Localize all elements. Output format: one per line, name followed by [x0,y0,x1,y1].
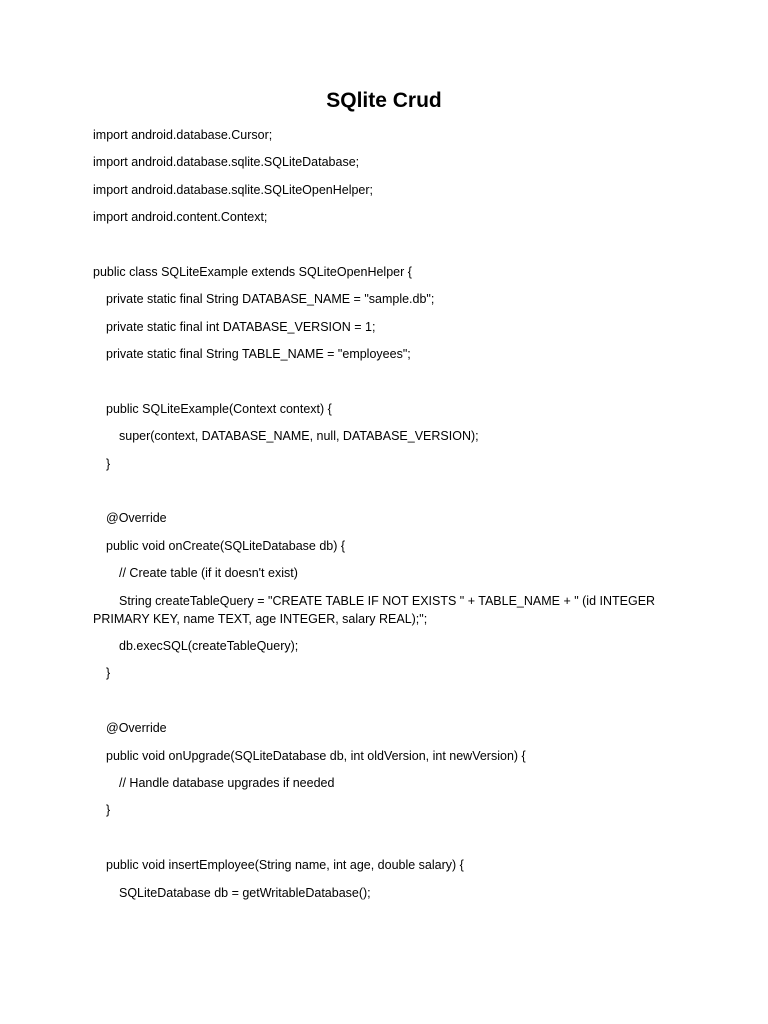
blank-line [93,236,653,263]
code-line: super(context, DATABASE_NAME, null, DATABASE_VERSION); [119,429,479,444]
code-line: public void onUpgrade(SQLiteDatabase db, int oldVersion, int newVersion) { [106,748,526,763]
code-line: private static final String TABLE_NAME = "employees"; [106,347,411,362]
blank-line [93,692,653,719]
code-line: @Override [106,511,167,526]
code-line: import android.database.Cursor; [93,128,273,142]
code-line: } [106,456,111,471]
blank-line [93,373,653,400]
code-line: db.execSQL(createTableQuery); [119,639,299,654]
document-title: SQlite Crud [326,89,442,112]
code-line: public SQLiteExample(Context context) { [106,401,332,416]
code-line: import android.database.sqlite.SQLiteDatabase; [93,155,360,170]
code-line: String createTableQuery = "CREATE TABLE IF NOT EXISTS " + TABLE_NAME + " (id INTEGER [119,593,656,608]
code-line: import android.content.Context; [93,210,268,225]
code-line: SQLiteDatabase db = getWritableDatabase(); [119,885,371,900]
code-line: } [106,666,111,681]
code-line: public void onCreate(SQLiteDatabase db) { [106,538,346,553]
blank-line [93,482,653,509]
code-line: } [106,803,111,818]
code-body [93,126,656,911]
code-line: // Handle database upgrades if needed [119,775,335,790]
code-line: private static final int DATABASE_VERSION = 1; [106,319,376,334]
code-line: import android.database.sqlite.SQLiteOpenHelper; [93,182,374,197]
blank-line [93,829,653,856]
code-line: public void insertEmployee(String name, int age, double salary) { [106,858,464,873]
code-line: public class SQLiteExample extends SQLiteOpenHelper { [93,264,412,279]
code-line: PRIMARY KEY, name TEXT, age INTEGER, salary REAL);"; [93,611,428,626]
code-line: private static final String DATABASE_NAME = "sample.db"; [106,292,435,307]
code-line: // Create table (if it doesn't exist) [119,566,298,581]
code-line: @Override [106,721,167,736]
